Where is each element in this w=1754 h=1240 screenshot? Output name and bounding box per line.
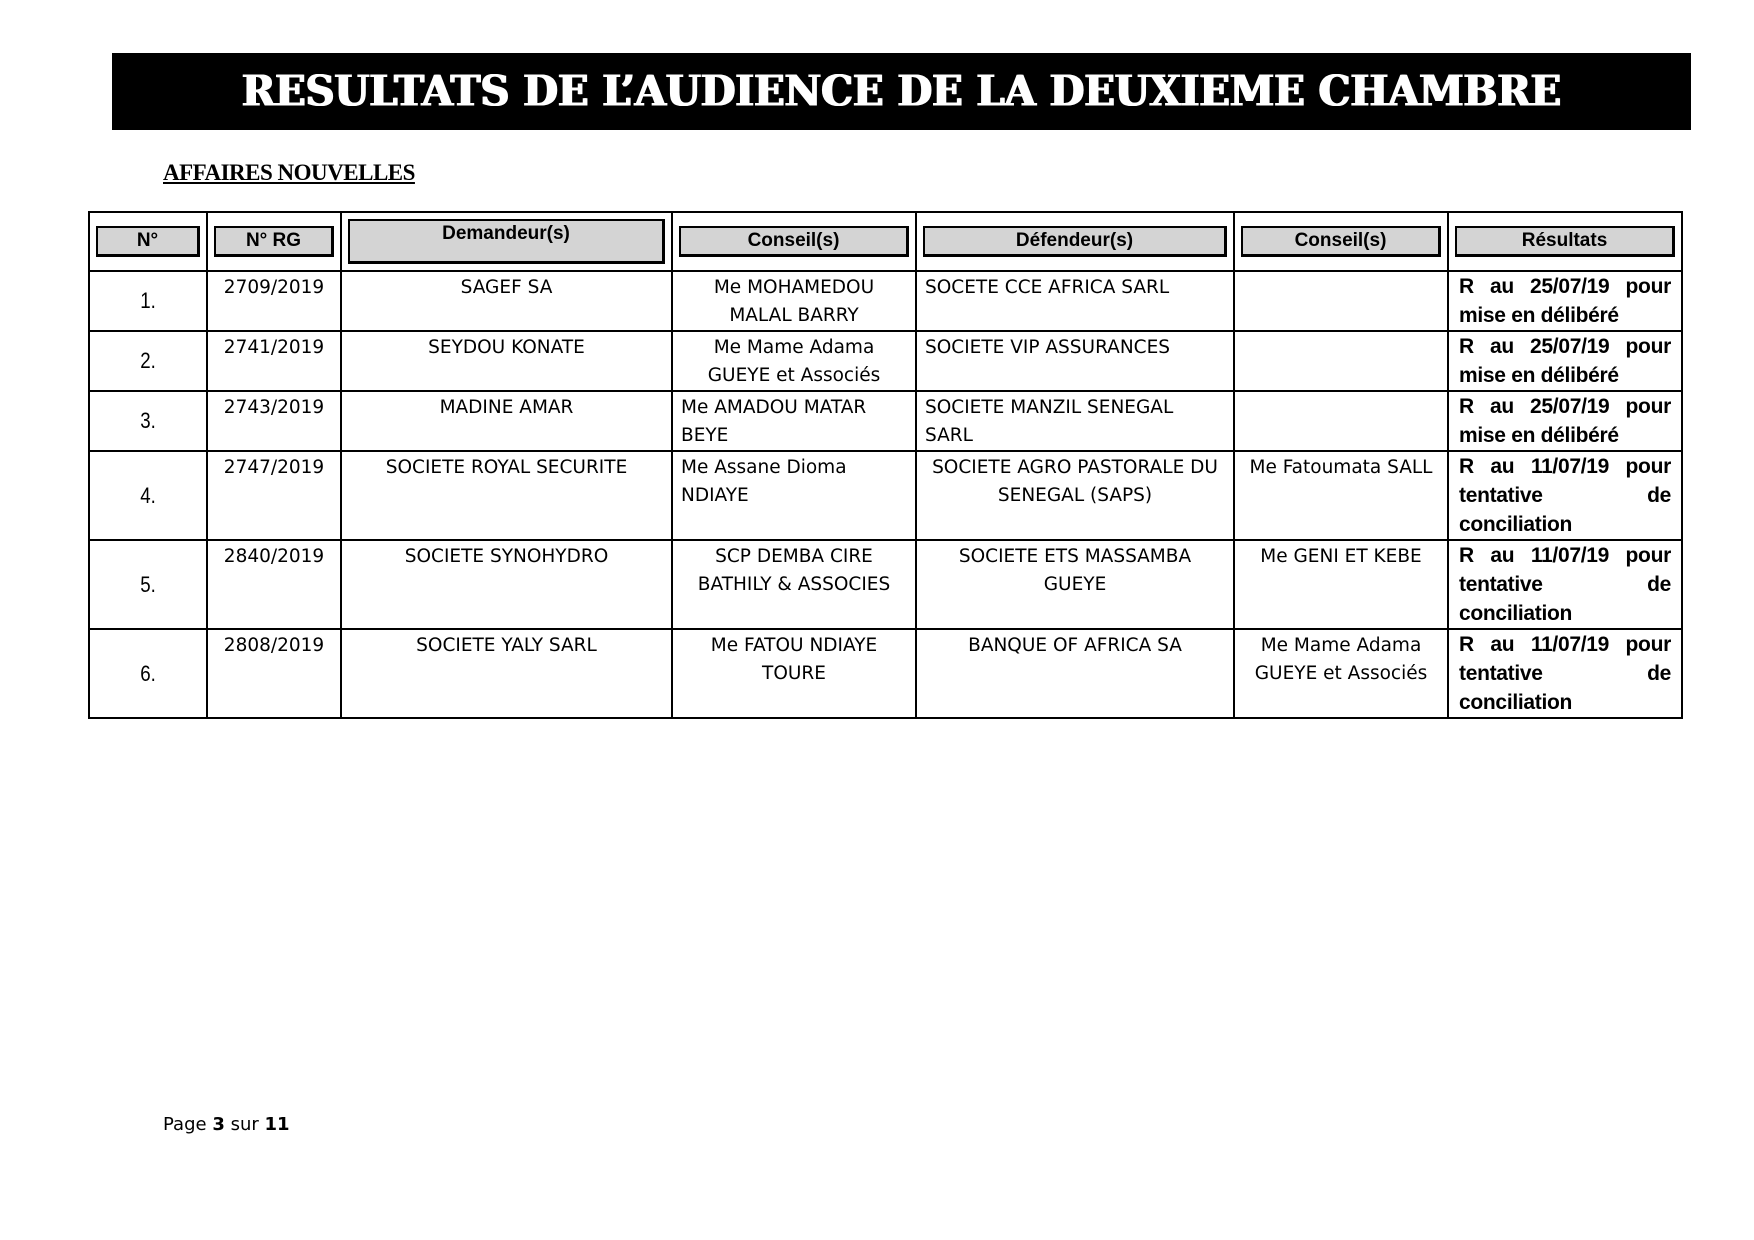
conseil-defendeur — [1235, 272, 1447, 274]
conseil-demandeur: Me Assane Dioma NDIAYE — [681, 457, 847, 506]
rg-number: 2840/2019 — [223, 546, 325, 567]
conseil-demandeur: Me AMADOU MATAR BEYE — [681, 397, 867, 446]
section-title: AFFAIRES NOUVELLES — [163, 160, 415, 185]
table-header-row — [89, 212, 1682, 271]
defendeur: SOCETE CCE AFRICA SARL — [925, 277, 1170, 298]
title-banner — [112, 53, 1691, 130]
column-header-conseil-defendeur: Conseil(s) — [1234, 212, 1448, 271]
rg-number: 2747/2019 — [223, 457, 325, 478]
defendeur: SOCIETE VIP ASSURANCES — [925, 337, 1171, 358]
resultat: R au 11/07/19 pour tentative de conciliation — [1459, 633, 1671, 714]
defendeur: SOCIETE AGRO PASTORALE DU SENEGAL (SAPS) — [932, 457, 1218, 506]
demandeur: SOCIETE YALY SARL — [416, 635, 597, 656]
resultat: R au 11/07/19 pour tentative de conciliation — [1459, 455, 1671, 536]
conseil-demandeur: Me Mame Adama GUEYE et Associés — [707, 337, 881, 386]
table-row — [89, 391, 1682, 451]
rg-number: 2808/2019 — [223, 635, 325, 656]
case-number: 1. — [140, 288, 156, 313]
demandeur: SOCIETE ROYAL SECURITE — [385, 457, 628, 478]
column-header-demandeur: Demandeur(s) — [341, 212, 672, 271]
resultat: R au 25/07/19 pour mise en délibéré — [1459, 395, 1671, 447]
conseil-defendeur: Me Mame Adama GUEYE et Associés — [1254, 635, 1428, 684]
demandeur: SEYDOU KONATE — [428, 337, 585, 358]
case-number: 4. — [140, 482, 156, 508]
rg-number: 2741/2019 — [223, 337, 325, 358]
column-header-rg: N° RG — [207, 212, 341, 271]
conseil-defendeur: Me GENI ET KEBE — [1260, 546, 1422, 567]
demandeur: SAGEF SA — [460, 277, 553, 298]
table-row — [89, 331, 1682, 391]
conseil-demandeur: Me MOHAMEDOU MALAL BARRY — [713, 277, 875, 326]
conseil-defendeur: Me Fatoumata SALL — [1249, 457, 1433, 478]
conseil-defendeur — [1235, 332, 1447, 334]
defendeur: SOCIETE MANZIL SENEGAL SARL — [925, 397, 1174, 446]
case-number: 3. — [140, 408, 156, 433]
case-number: 5. — [140, 571, 156, 597]
demandeur: SOCIETE SYNOHYDRO — [404, 546, 609, 567]
table-row — [89, 629, 1682, 718]
table-row — [89, 271, 1682, 331]
page-number: Page 3 sur 11 — [163, 1114, 290, 1135]
column-header-num: N° — [89, 212, 207, 271]
case-number: 2. — [140, 348, 156, 373]
case-number: 6. — [140, 660, 156, 686]
conseil-demandeur: Me FATOU NDIAYE TOURE — [710, 635, 878, 684]
column-header-conseil-demandeur: Conseil(s) — [672, 212, 916, 271]
conseil-defendeur — [1235, 392, 1447, 394]
resultat: R au 25/07/19 pour mise en délibéré — [1459, 335, 1671, 387]
conseil-demandeur: SCP DEMBA CIRE BATHILY & ASSOCIES — [697, 546, 891, 595]
rg-number: 2743/2019 — [223, 397, 325, 418]
results-table — [88, 211, 1683, 719]
defendeur: BANQUE OF AFRICA SA — [968, 635, 1182, 656]
table-row — [89, 540, 1682, 629]
demandeur: MADINE AMAR — [439, 397, 574, 418]
total-pages: 11 — [264, 1114, 290, 1135]
rg-number: 2709/2019 — [223, 277, 325, 298]
column-header-defendeur: Défendeur(s) — [916, 212, 1234, 271]
defendeur: SOCIETE ETS MASSAMBA GUEYE — [958, 546, 1192, 595]
current-page: 3 — [212, 1114, 225, 1135]
resultat: R au 25/07/19 pour mise en délibéré — [1459, 275, 1671, 327]
resultat: R au 11/07/19 pour tentative de conciliation — [1459, 544, 1671, 625]
table-row — [89, 451, 1682, 540]
page-title: RESULTATS DE L’AUDIENCE DE LA DEUXIEME CHAMBRE — [241, 66, 1562, 117]
column-header-resultats: Résultats — [1448, 212, 1682, 271]
